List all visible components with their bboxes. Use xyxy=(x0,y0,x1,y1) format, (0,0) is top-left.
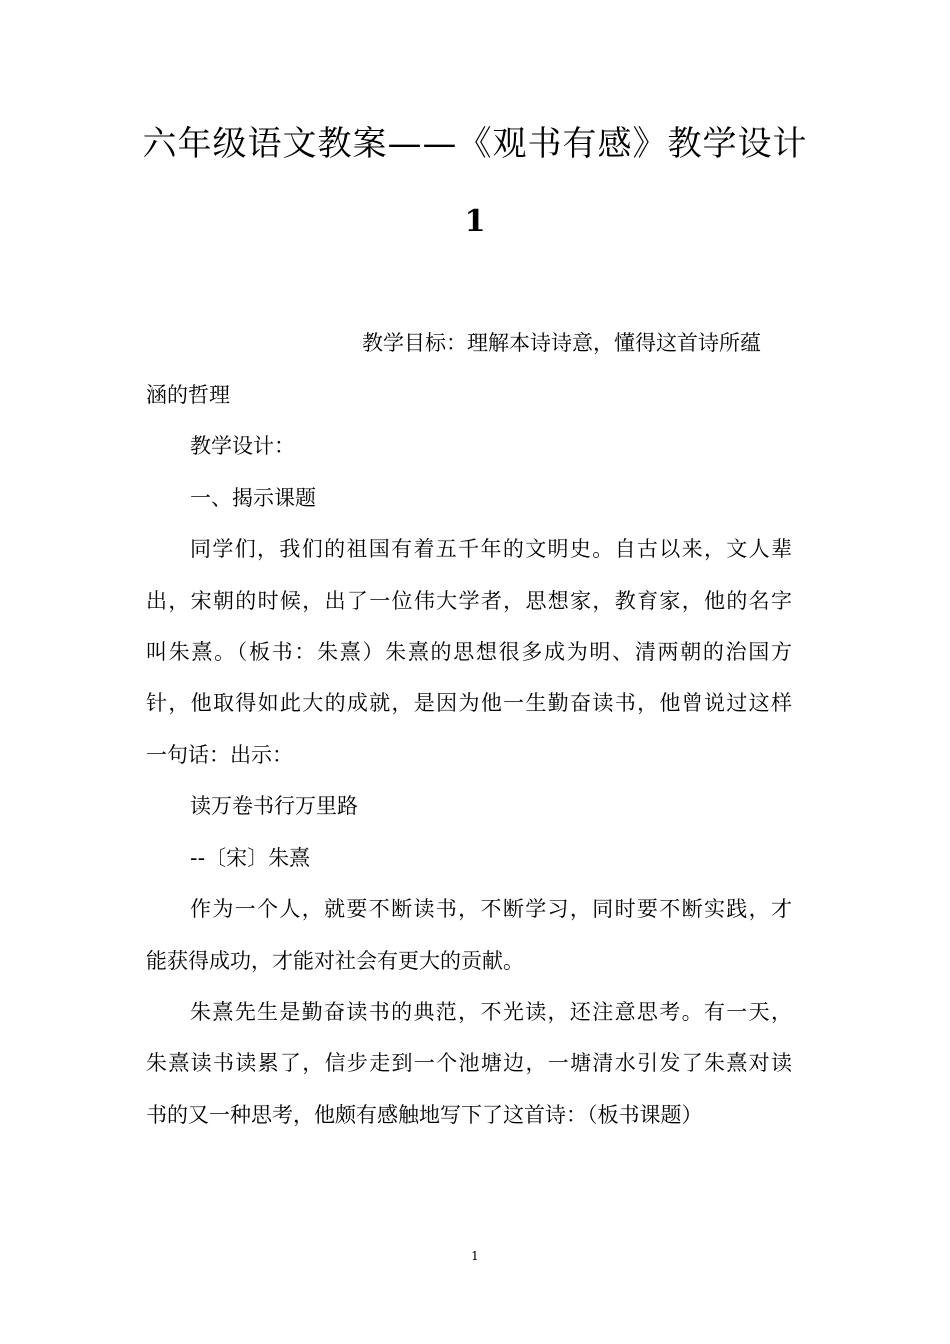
objective-line-2: 涵的哲理 xyxy=(146,383,230,407)
document-title-number: 1 xyxy=(464,204,486,239)
paragraph-1-line-5: 一句话：出示： xyxy=(146,743,293,767)
page-number: 1 xyxy=(471,1249,479,1263)
quote-attribution: --〔宋〕朱熹 xyxy=(190,846,311,870)
document-title: 六年级语文教案——《观书有感》教学设计 xyxy=(142,124,808,164)
quote-text: 读万卷书行万里路 xyxy=(190,794,358,818)
paragraph-1-line-4: 针，他取得如此大的成就，是因为他一生勤奋读书，他曾说过这样 xyxy=(146,691,792,715)
paragraph-2-line-2: 能获得成功，才能对社会有更大的贡献。 xyxy=(146,949,524,973)
paragraph-3-line-3: 书的又一种思考，他颇有感触地写下了这首诗：（板书课题） xyxy=(146,1103,703,1127)
paragraph-3-line-2: 朱熹读书读累了，信步走到一个池塘边，一塘清水引发了朱熹对读 xyxy=(146,1051,792,1075)
paragraph-1-line-3: 叫朱熹。（板书：朱熹）朱熹的思想很多成为明、清两朝的治国方 xyxy=(146,640,792,664)
objective-line-1: 教学目标：理解本诗诗意，懂得这首诗所蕴 xyxy=(362,331,761,355)
paragraph-1-line-2: 出，宋朝的时候，出了一位伟大学者，思想家，教育家，他的名字 xyxy=(146,589,792,613)
paragraph-3-line-1: 朱熹先生是勤奋读书的典范，不光读，还注意思考。有一天， xyxy=(190,1000,792,1024)
design-heading: 教学设计： xyxy=(190,434,295,458)
paragraph-2-line-1: 作为一个人，就要不断读书，不断学习，同时要不断实践，才 xyxy=(190,897,792,921)
section-heading-1: 一、揭示课题 xyxy=(190,486,316,510)
paragraph-1-line-1: 同学们，我们的祖国有着五千年的文明史。自古以来，文人辈 xyxy=(190,537,792,561)
